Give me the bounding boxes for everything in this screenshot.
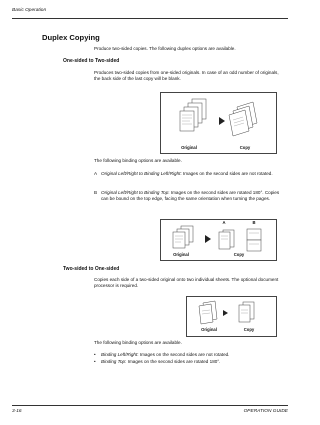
heading-one-to-two: One-sided to Two-sided xyxy=(63,58,120,64)
figure-label-original: Original xyxy=(181,145,197,150)
option-letter-b: B xyxy=(94,190,98,195)
bullet-name: Binding Left/Right xyxy=(101,352,138,357)
bullet-binding-left-right xyxy=(101,352,287,358)
section-title: Duplex Copying xyxy=(42,33,100,42)
running-header: Basic Operation xyxy=(12,8,47,13)
one-to-two-description: Produces two-sided copies from one-sided originals. In case of an odd number of originals, the back side of the last copy will be blank. xyxy=(94,70,279,82)
figure-label-copy: Copy xyxy=(239,145,251,150)
figure-two-to-one xyxy=(186,296,277,337)
option-a-text xyxy=(101,171,287,177)
bullet-description: : Images on the second sides are not rotated. xyxy=(137,352,230,357)
option-a-description: : Images on the second sides are not rotated. xyxy=(180,171,273,176)
figure-label-b: B xyxy=(252,220,256,225)
binding-options-intro: The following binding options are available. xyxy=(94,158,182,163)
option-b-name: Original Left/Right to Binding Top xyxy=(101,190,169,195)
bullet-description: : Images on the second sides are rotated 180°. xyxy=(125,359,221,364)
footer-rule xyxy=(12,405,288,406)
option-b-description: : Images on the second sides are rotated 180°. Copies can be bound on the top edge, facing the same orientation when turning the pages. xyxy=(101,190,280,202)
option-b-text xyxy=(101,190,287,203)
heading-two-to-one: Two-sided to One-sided xyxy=(63,266,120,272)
bullet-marker: • xyxy=(94,352,96,357)
option-letter-a: A xyxy=(94,171,98,176)
bullet-name: Binding Top xyxy=(101,359,126,364)
header-rule xyxy=(12,18,288,19)
two-to-one-description: Copies each side of a two-sided original onto two individual sheets. The optional document processor is required. xyxy=(94,277,279,289)
guide-name: OPERATION GUIDE xyxy=(243,409,288,414)
figure-one-to-two-illustration xyxy=(161,93,276,153)
bullet-binding-top xyxy=(101,359,287,365)
bullet-marker: • xyxy=(94,359,96,364)
figure-binding-options xyxy=(160,219,277,261)
figure-label-original: Original xyxy=(201,327,217,332)
figure-label-a: A xyxy=(222,220,226,225)
section-intro: Produce two-sided copies. The following duplex options are available. xyxy=(94,46,236,51)
figure-label-copy: Copy xyxy=(243,327,255,332)
option-a-name: Original Left/Right to Binding Left/Right xyxy=(101,171,181,176)
figure-one-to-two xyxy=(160,92,277,154)
figure-label-copy: Copy xyxy=(233,252,245,257)
page-number: 3-16 xyxy=(12,409,22,414)
binding-options-intro-2: The following binding options are available. xyxy=(94,340,182,345)
figure-label-original: Original xyxy=(173,252,189,257)
